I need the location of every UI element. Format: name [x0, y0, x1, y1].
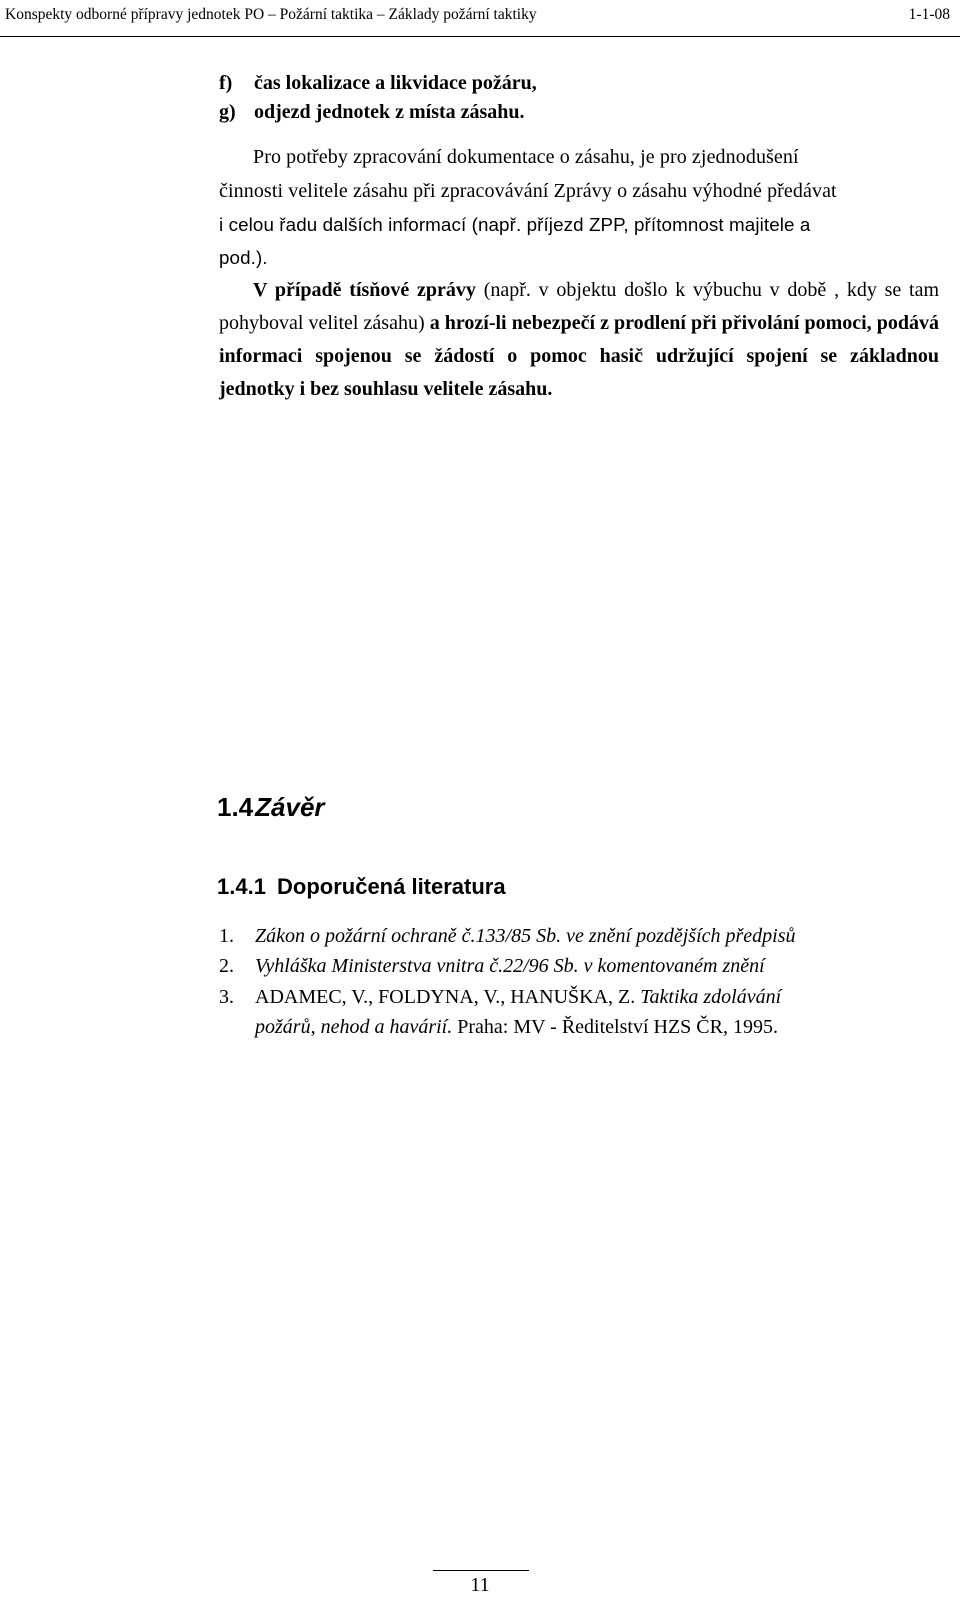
- reference-authors: ADAMEC, V., FOLDYNA, V., HANUŠKA, Z.: [255, 986, 641, 1008]
- reference-marker: 3.: [219, 986, 234, 1008]
- list-item-marker: f): [219, 72, 233, 94]
- paragraph-bold-text: a hrozí-li nebezpečí z prodlení při přivolání pomoci, podává informaci spojenou se žádostí o pomoc hasič udržující spojení se základnou jednotky i bez souhlasu velitele zásahu.: [219, 312, 939, 400]
- paragraph-bold-lead: V případě tísňové zprávy: [253, 279, 476, 301]
- paragraph-line: i celou řadu dalších informací (např. příjezd ZPP, přítomnost majitele a: [219, 214, 811, 235]
- page-number: 11: [470, 1574, 490, 1596]
- section-title: Závěr: [255, 792, 325, 822]
- paragraph-documentation: [219, 140, 939, 274]
- subsection-number: 1.4.1: [217, 874, 266, 899]
- paragraph-line: pod.).: [219, 247, 268, 268]
- page-header: [0, 0, 960, 37]
- reference-item: [219, 925, 796, 948]
- section-number: 1.4: [217, 792, 254, 822]
- reference-title: Taktika zdolávání: [640, 986, 782, 1008]
- reference-marker: 1.: [219, 925, 234, 947]
- paragraph-line: Pro potřeby zpracování dokumentace o zásahu, je pro zjednodušení: [253, 146, 799, 168]
- list-item-text: čas lokalizace a likvidace požáru,: [254, 72, 537, 94]
- paragraph-distress-message: [219, 274, 939, 406]
- subsection-heading: [217, 874, 506, 900]
- reference-title-continued: požárů, nehod a havárií.: [255, 1016, 453, 1038]
- header-title: Konspekty odborné přípravy jednotek PO – Požární taktika – Základy požární taktiky: [5, 6, 537, 23]
- reference-marker: 2.: [219, 955, 234, 977]
- reference-continuation: [255, 1016, 778, 1039]
- section-heading: [217, 792, 325, 823]
- list-item-marker: g): [219, 101, 236, 123]
- reference-title: Vyhláška Ministerstva vnitra č.22/96 Sb. v komentovaném znění: [255, 955, 765, 977]
- paragraph-line: činnosti velitele zásahu při zpracovávání Zprávy o zásahu výhodné předávat: [219, 180, 837, 202]
- list-item: [219, 101, 525, 124]
- subsection-title: Doporučená literatura: [277, 874, 506, 899]
- header-code: 1-1-08: [908, 6, 950, 23]
- reference-title: Zákon o požární ochraně č.133/85 Sb. ve znění pozdějších předpisů: [255, 925, 796, 947]
- footer-divider: [433, 1570, 529, 1571]
- reference-publisher: Praha: MV - Ředitelství HZS ČR, 1995.: [452, 1016, 778, 1038]
- paragraph-normal-text: (např. v objektu došlo k výbuchu v době , kdy se tam pohyboval velitel zásahu): [219, 279, 940, 334]
- list-item-text: odjezd jednotek z místa zásahu.: [254, 101, 525, 123]
- reference-item: [219, 986, 781, 1009]
- reference-item: [219, 955, 765, 978]
- list-item: [219, 72, 537, 95]
